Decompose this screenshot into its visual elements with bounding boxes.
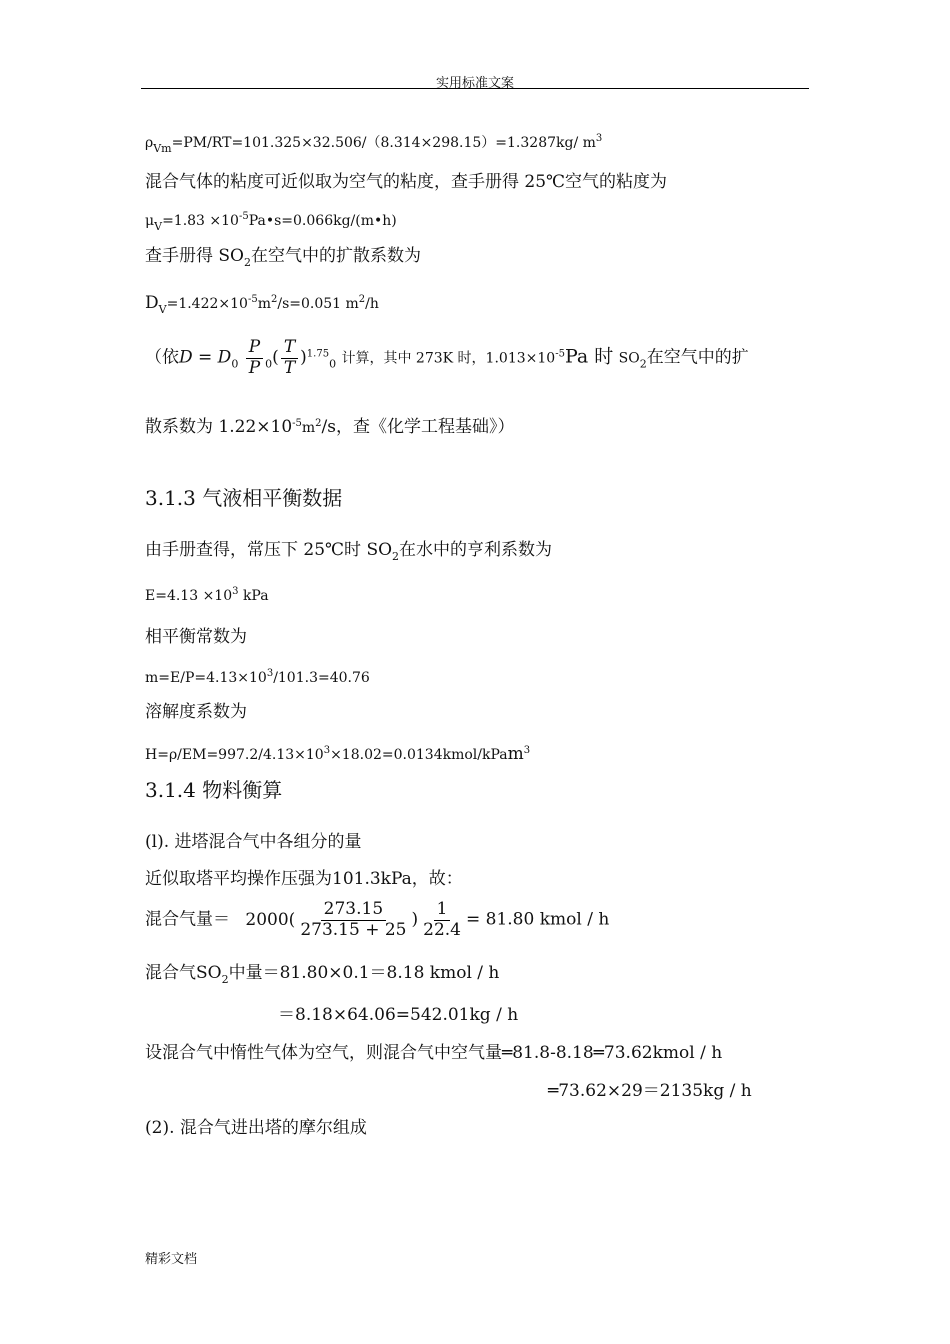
mu-line: $\mu_V=1.83$ $\times 10^{-5}Pa•s=0.066kg/(m•h)$: [145, 211, 397, 233]
diffusion-intro: 查手册得 $SO_2$在空气中的扩散系数为: [145, 246, 421, 269]
henry-intro: 由手册查得，常压下 25℃时 $SO_2$在水中的亨利系数为: [145, 540, 553, 563]
section-heading-3-1-4: 3.1.4 物料衡算: [145, 778, 283, 802]
inert-gas-line: 设混合气中惰性气体为空气，则混合气中空气量═81.8-8.18═73.62kmol / h: [145, 1043, 723, 1063]
equilibrium-constant-label: 相平衡常数为: [145, 627, 247, 647]
henry-value: $E=4.13 \times 10^3$ kPa: [145, 586, 269, 604]
dv-line: $D_V=1.422\times 10^{-5}m^2/s=0.051$ $m^2/h$: [145, 293, 379, 316]
viscosity-intro: 混合气体的粘度可近似取为空气的粘度，查手册得 25℃空气的粘度为: [145, 172, 668, 192]
temperature-fraction: $\frac{273.15}{273.15 + 25}$: [300, 899, 407, 940]
rho-line: $\rho_{Vm}=PM/RT=101.325\times 32.506/(8.314\times 298.15)=1.3287kg/$ $m^3$: [145, 133, 603, 155]
so2-mass: ＝8.18×64.06=542.01kg / h: [278, 1005, 519, 1025]
diffusion-formula-continuation: 散系数为 $1.22\times 10^{-5}m^2/s$，查《化学工程基础》）: [145, 417, 515, 437]
page-footer: 精彩文档: [145, 1252, 198, 1267]
solubility-coef-label: 溶解度系数为: [145, 702, 247, 722]
pressure-ratio: $\frac{P}{P}$: [246, 338, 263, 378]
h-value: $H=\rho/EM=997.2/4.13\times 10^3\times 18.02=0.0134kmol/kPam^3$: [145, 744, 531, 764]
item-1: (l). 进塔混合气中各组分的量: [145, 832, 362, 852]
page-header: 实用标准文案: [435, 76, 514, 91]
item-2: (2). 混合气进出塔的摩尔组成: [145, 1118, 367, 1138]
temperature-ratio: $\frac{T}{T}$: [281, 338, 298, 378]
air-mass: ═73.62×29＝2135kg / h: [548, 1081, 752, 1101]
header-rule: [141, 88, 809, 89]
m-value: $m=E/P=4.13\times 10^3/101.3=40.76$: [145, 668, 370, 686]
diffusion-formula-line: （依$D = D_0$ $\frac{P}{P}$ $_0$( $\frac{T}{T}$ )$^{1.75}_0$ 计算，其中 273K 时，$1.013\times 10^{-5}Pa$ 时 $SO_2$在空气中的扩: [145, 337, 749, 378]
mix-gas-formula: 混合气量＝ 2000( $\frac{273.15}{273.15 + 25}$ ) $\frac{1}{22.4}$ = 81.80 kmol / h: [145, 899, 610, 940]
so2-amount: 混合气$SO_2$中量＝81.80×0.1＝8.18 kmol / h: [145, 963, 500, 986]
approx-pressure: 近似取塔平均操作压强为101.3kPa，故：: [145, 869, 463, 889]
molar-volume-fraction: $\frac{1}{22.4}$: [423, 899, 461, 940]
section-heading-3-1-3: 3.1.3 气液相平衡数据: [145, 486, 343, 510]
